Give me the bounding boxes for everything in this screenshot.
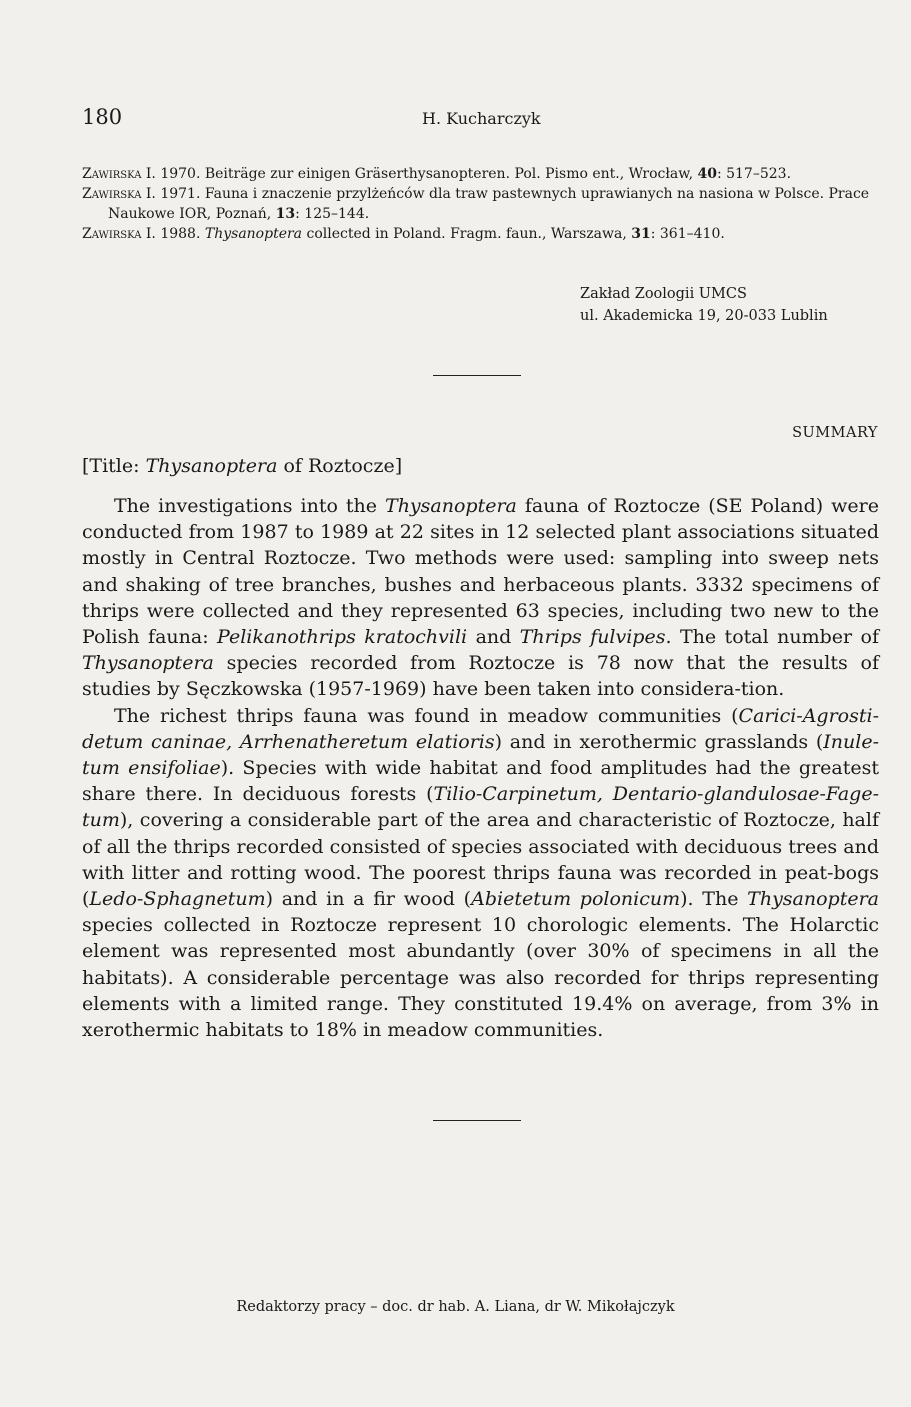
paragraph-text: ) and in a fir wood ( <box>265 888 472 911</box>
page-number: 180 <box>82 105 123 129</box>
affiliation-institution: Zakład Zoologii UMCS <box>580 286 747 302</box>
paragraph-text: ) and in xerothermic grasslands ( <box>494 730 824 753</box>
reference-pages: : 361–410. <box>650 226 725 242</box>
reference-text: I. 1970. Beiträge zur einigen Gräserthysanopteren. Pol. Pismo ent., Wrocław, <box>141 166 698 182</box>
summary-paragraph <box>82 493 879 703</box>
paragraph-text: ), covering a considerable part of the area and characteristic of Roztocze, half of all the thrips recorded consisted of species associated with deciduous trees and with litter and rotting wood. The poorest thrips fauna was recorded in peat-bogs ( <box>82 809 879 911</box>
reference-text: I. 1971. Fauna i znaczenie przylżeńców dla traw pastewnych uprawianych na nasiona w Polsce. Prace Naukowe IOR, Poznań, <box>108 186 870 222</box>
paragraph-taxon: Pelikanothrips kratochvili <box>217 626 468 649</box>
paragraph-text: and <box>467 626 520 649</box>
title-prefix: [Title: <box>82 455 146 477</box>
reference-text: collected in Poland. Fragm. faun., Warszawa, <box>302 226 632 242</box>
reference-entry <box>82 184 882 224</box>
paragraph-taxon: Inule-tum ensifoliae <box>82 730 879 780</box>
editors-credit: Redaktorzy pracy – doc. dr hab. A. Liana, dr W. Mikołajczyk <box>236 1299 675 1315</box>
reference-pages: : 517–523. <box>716 166 792 182</box>
paragraph-taxon: Thysanoptera <box>82 652 214 675</box>
page-header <box>82 105 882 135</box>
paragraph-taxon: Thrips fulvipes <box>519 626 666 649</box>
title-suffix: of Roztocze] <box>277 455 403 477</box>
reference-taxon: Thysanoptera <box>204 226 303 242</box>
paragraph-taxon: Ledo-Sphagnetum <box>89 888 266 911</box>
title-taxon: Thysanoptera <box>145 455 278 477</box>
summary-heading: SUMMARY <box>792 425 878 441</box>
reference-entry <box>82 224 882 244</box>
paragraph-taxon: Thysanoptera <box>747 888 880 911</box>
paragraph-taxon: Tilio-Carpinetum, Dentario-glandulosae-Fage-tum <box>82 783 879 832</box>
reference-volume: 40 <box>697 166 717 182</box>
summary-paragraph <box>82 703 879 1044</box>
paragraph-text: fauna of Roztocze (SE Poland) were conducted from 1987 to 1989 at 22 sites in 12 selected plant associations situated mostly in Central Roztocze. Two methods were used: sampling into sweep nets and shaking of tree branches, bushes and herbaceous plants. 3332 specimens of thrips were collected and they represented 63 species, including two new to the Polish fauna: <box>82 495 879 649</box>
author-affiliation <box>580 283 828 327</box>
affiliation-address: ul. Akademicka 19, 20-033 Lublin <box>580 308 828 324</box>
reference-pages: : 125–144. <box>295 206 370 222</box>
reference-volume: 31 <box>631 226 651 242</box>
paragraph-text: The richest thrips fauna was found in meadow communities ( <box>114 704 739 727</box>
section-divider <box>433 375 521 376</box>
running-head: H. Kucharczyk <box>422 109 541 128</box>
paragraph-text: species recorded from Roztocze is 78 now that the results of studies by Sęczkowska (1957-1969) have been taken into considera-tion. <box>82 652 879 701</box>
reference-text: I. 1988. <box>141 226 205 242</box>
paragraph-text: ). Species with wide habitat and food amplitudes had the greatest share there. In deciduous forests ( <box>82 757 879 806</box>
section-divider <box>433 1120 521 1121</box>
paragraph-taxon: Carici-Agrosti-detum caninae, Arrhenatheretum elatioris <box>82 704 879 753</box>
paragraph-text: ). The <box>680 888 748 911</box>
reference-author: Zawirska <box>82 186 142 202</box>
paragraph-taxon: Abietetum polonicum <box>471 888 681 911</box>
reference-entry <box>82 164 882 184</box>
reference-author: Zawirska <box>82 226 142 242</box>
paragraph-taxon: Thysanoptera <box>385 495 517 517</box>
reference-list <box>82 164 882 244</box>
reference-author: Zawirska <box>82 166 142 182</box>
paragraph-text: . The total number of <box>665 626 880 649</box>
translated-title <box>82 455 402 477</box>
paragraph-text: The investigations into the <box>114 495 386 517</box>
paragraph-text: species collected in Roztocze represent 10 chorologic elements. The Holarctic element was represented most abundantly (over 30% of specimens in all the habitats). A considerable percentage was also recorded for thrips representing elements with a limited range. They constituted 19.4% on average, from 3% in xerothermic habitats to 18% in meadow communities. <box>82 914 879 1042</box>
reference-volume: 13 <box>275 206 296 222</box>
summary-body <box>82 493 879 1043</box>
